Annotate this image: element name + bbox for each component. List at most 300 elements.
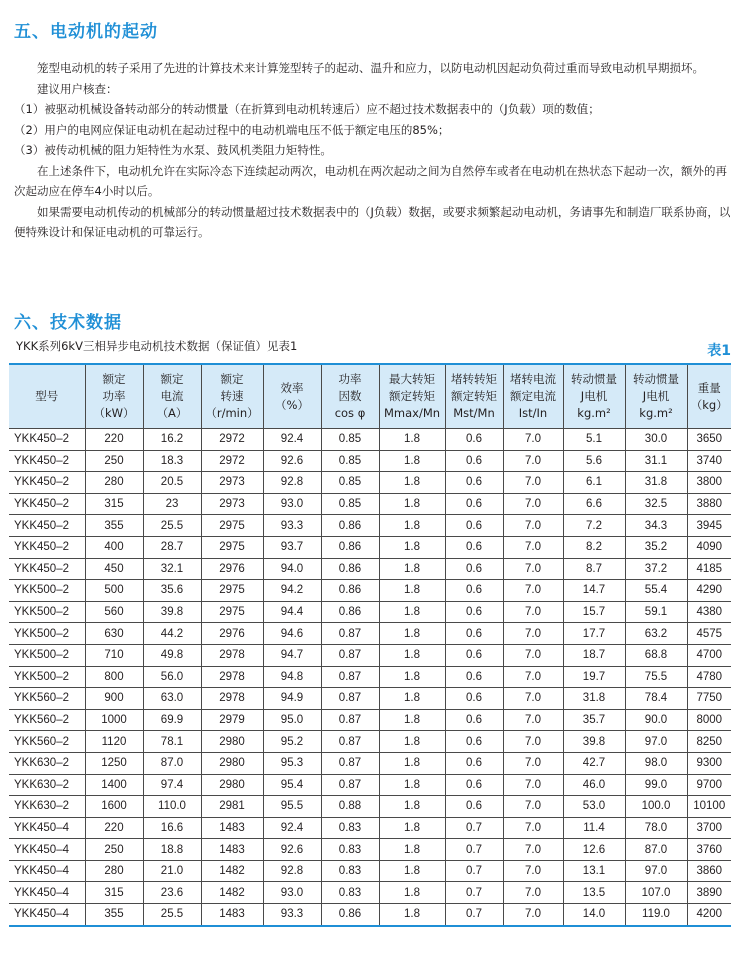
table-cell: 2975 — [201, 580, 263, 602]
table-row — [9, 752, 731, 774]
table-cell: 4380 — [687, 601, 731, 623]
table-cell: 37.2 — [625, 558, 687, 580]
model-cell: YKK450–2 — [9, 429, 85, 451]
table-cell: 94.2 — [263, 580, 321, 602]
table-caption: YKK系列6kV三相异步电动机技术数据（保证值）见表1 — [16, 339, 298, 353]
table-cell: 0.86 — [321, 580, 379, 602]
table-cell: 4575 — [687, 623, 731, 645]
table-cell: 0.6 — [445, 558, 503, 580]
motor-starting-text — [14, 58, 732, 243]
table-cell: 0.87 — [321, 623, 379, 645]
column-header-line: 转动惯量 — [633, 372, 679, 386]
table-cell: 0.85 — [321, 472, 379, 494]
table-cell: 4200 — [687, 904, 731, 926]
table-cell: 119.0 — [625, 904, 687, 926]
table-cell: 710 — [85, 644, 143, 666]
column-header — [687, 364, 731, 429]
model-cell: YKK560–2 — [9, 688, 85, 710]
table-cell: 97.0 — [625, 731, 687, 753]
table-cell: 0.7 — [445, 839, 503, 861]
table-cell: 95.2 — [263, 731, 321, 753]
table-cell: 0.86 — [321, 558, 379, 580]
table-cell: 7.0 — [503, 752, 563, 774]
table-cell: 75.5 — [625, 666, 687, 688]
table-cell: 3740 — [687, 450, 731, 472]
table-cell: 18.8 — [143, 839, 201, 861]
table-cell: 7.0 — [503, 817, 563, 839]
table-cell: 1.8 — [379, 429, 445, 451]
table-cell: 0.6 — [445, 472, 503, 494]
table-cell: 19.7 — [563, 666, 625, 688]
table-cell: 2973 — [201, 472, 263, 494]
table-cell: 900 — [85, 688, 143, 710]
table-row — [9, 731, 731, 753]
table-cell: 7.0 — [503, 731, 563, 753]
table-cell: 6.1 — [563, 472, 625, 494]
table-cell: 250 — [85, 839, 143, 861]
table-cell: 13.1 — [563, 860, 625, 882]
table-cell: 1.8 — [379, 644, 445, 666]
table-cell: 5.1 — [563, 429, 625, 451]
table-cell: 107.0 — [625, 882, 687, 904]
column-header-line: kg.m² — [639, 406, 673, 420]
table-cell: 7.0 — [503, 472, 563, 494]
table-cell: 92.6 — [263, 839, 321, 861]
column-header-line: 重量 — [697, 380, 721, 395]
table-cell: 1.8 — [379, 882, 445, 904]
table-cell: 1.8 — [379, 623, 445, 645]
table-cell: 7.0 — [503, 709, 563, 731]
table-cell: 0.6 — [445, 601, 503, 623]
model-cell: YKK450–2 — [9, 536, 85, 558]
table-cell: 4090 — [687, 536, 731, 558]
table-row — [9, 536, 731, 558]
column-header-line: cos φ — [334, 406, 366, 420]
column-header-line: （kW） — [93, 406, 135, 420]
table-cell: 0.87 — [321, 666, 379, 688]
table-cell: 12.6 — [563, 839, 625, 861]
table-cell: 2973 — [201, 493, 263, 515]
table-cell: 1.8 — [379, 688, 445, 710]
table-cell: 1.8 — [379, 558, 445, 580]
section-title-motor-starting: 五、电动机的起动 — [14, 22, 158, 42]
column-header-line: J电机 — [580, 389, 608, 403]
table-cell: 630 — [85, 623, 143, 645]
table-cell: 1.8 — [379, 774, 445, 796]
column-header-line: （kg） — [690, 397, 728, 412]
column-header-line: 额定 — [160, 372, 184, 386]
column-header — [379, 364, 445, 429]
table-cell: 92.8 — [263, 860, 321, 882]
table-cell: 4700 — [687, 644, 731, 666]
table-cell: 0.6 — [445, 623, 503, 645]
table-cell: 2979 — [201, 709, 263, 731]
column-header-line: 额定 — [102, 372, 126, 386]
table-cell: 7.0 — [503, 515, 563, 537]
table-cell: 0.6 — [445, 731, 503, 753]
model-cell: YKK450–4 — [9, 882, 85, 904]
table-cell: 7.0 — [503, 904, 563, 926]
table-row — [9, 515, 731, 537]
column-header — [503, 364, 563, 429]
table-cell: 3880 — [687, 493, 731, 515]
table-cell: 4185 — [687, 558, 731, 580]
table-cell: 0.87 — [321, 731, 379, 753]
paragraph: （1）被驱动机械设备转动部分的转动惯量（在折算到电动机转速后）应不超过技术数据表中的（J负载）项的数值； — [14, 102, 600, 116]
table-cell: 1.8 — [379, 796, 445, 818]
table-cell: 220 — [85, 429, 143, 451]
table-cell: 250 — [85, 450, 143, 472]
column-header-line: 额定转矩 — [451, 389, 497, 403]
table-row — [9, 644, 731, 666]
table-cell: 1.8 — [379, 817, 445, 839]
table-cell: 97.4 — [143, 774, 201, 796]
table-cell: 3650 — [687, 429, 731, 451]
table-cell: 0.83 — [321, 860, 379, 882]
table-cell: 2980 — [201, 752, 263, 774]
table-cell: 2980 — [201, 731, 263, 753]
table-cell: 0.7 — [445, 904, 503, 926]
table-cell: 0.88 — [321, 796, 379, 818]
model-cell: YKK450–2 — [9, 493, 85, 515]
table-cell: 87.0 — [625, 839, 687, 861]
table-cell: 0.86 — [321, 601, 379, 623]
table-cell: 16.6 — [143, 817, 201, 839]
model-cell: YKK500–2 — [9, 644, 85, 666]
model-cell: YKK500–2 — [9, 580, 85, 602]
table-cell: 7750 — [687, 688, 731, 710]
table-cell: 0.6 — [445, 774, 503, 796]
table-row — [9, 493, 731, 515]
table-header-row — [9, 364, 731, 429]
table-cell: 18.3 — [143, 450, 201, 472]
table-cell: 800 — [85, 666, 143, 688]
table-cell: 7.0 — [503, 644, 563, 666]
table-cell: 2976 — [201, 623, 263, 645]
table-row — [9, 580, 731, 602]
table-row — [9, 839, 731, 861]
table-cell: 63.2 — [625, 623, 687, 645]
table-cell: 0.86 — [321, 515, 379, 537]
table-cell: 1.8 — [379, 860, 445, 882]
model-cell: YKK630–2 — [9, 752, 85, 774]
table-cell: 14.0 — [563, 904, 625, 926]
table-cell: 30.0 — [625, 429, 687, 451]
table-cell: 3760 — [687, 839, 731, 861]
table-cell: 69.9 — [143, 709, 201, 731]
table-cell: 0.7 — [445, 860, 503, 882]
column-header-line: Ist/In — [518, 406, 548, 420]
column-header — [263, 364, 321, 429]
table-cell: 94.6 — [263, 623, 321, 645]
table-cell: 2978 — [201, 688, 263, 710]
table-cell: 31.8 — [625, 472, 687, 494]
table-cell: 7.0 — [503, 774, 563, 796]
table-cell: 500 — [85, 580, 143, 602]
model-cell: YKK630–2 — [9, 774, 85, 796]
table-cell: 2981 — [201, 796, 263, 818]
table-cell: 16.2 — [143, 429, 201, 451]
column-header — [9, 364, 85, 429]
table-cell: 63.0 — [143, 688, 201, 710]
table-cell: 1600 — [85, 796, 143, 818]
paragraph: 在上述条件下，电动机允许在实际冷态下连续起动两次，电动机在两次起动之间为自然停车或者在电动机在热状态下起动一次，额外的再次起动应在停车4小时以后。 — [14, 163, 727, 198]
table-cell: 1120 — [85, 731, 143, 753]
table-row — [9, 882, 731, 904]
column-header — [321, 364, 379, 429]
model-cell: YKK560–2 — [9, 709, 85, 731]
column-header-line: Mmax/Mn — [383, 406, 441, 420]
column-header-line: （%） — [275, 397, 309, 412]
table-cell: 1482 — [201, 882, 263, 904]
table-cell: 7.0 — [503, 601, 563, 623]
table-cell: 1483 — [201, 839, 263, 861]
table-cell: 92.4 — [263, 429, 321, 451]
column-header-line: 型号 — [35, 389, 59, 403]
table-cell: 32.1 — [143, 558, 201, 580]
table-cell: 0.6 — [445, 429, 503, 451]
table-row — [9, 796, 731, 818]
table-cell: 1.8 — [379, 709, 445, 731]
table-cell: 2978 — [201, 666, 263, 688]
table-cell: 1.8 — [379, 450, 445, 472]
table-cell: 39.8 — [563, 731, 625, 753]
table-cell: 14.7 — [563, 580, 625, 602]
table-cell: 1.8 — [379, 536, 445, 558]
table-cell: 11.4 — [563, 817, 625, 839]
column-header — [201, 364, 263, 429]
table-cell: 7.0 — [503, 666, 563, 688]
table-cell: 1.8 — [379, 493, 445, 515]
table-cell: 93.0 — [263, 882, 321, 904]
model-cell: YKK500–2 — [9, 666, 85, 688]
paragraph: 笼型电动机的转子采用了先进的计算技术来计算笼型转子的起动、温升和应力，以防电动机因起动负荷过重而导致电动机早期损坏。 — [37, 61, 704, 75]
table-cell: 1483 — [201, 904, 263, 926]
table-cell: 6.6 — [563, 493, 625, 515]
column-header-line: 额定 — [220, 372, 244, 386]
table-cell: 0.7 — [445, 817, 503, 839]
table-cell: 35.7 — [563, 709, 625, 731]
table-cell: 0.86 — [321, 904, 379, 926]
table-row — [9, 817, 731, 839]
table-row — [9, 666, 731, 688]
table-cell: 25.5 — [143, 515, 201, 537]
table-cell: 94.7 — [263, 644, 321, 666]
table-cell: 93.0 — [263, 493, 321, 515]
table-cell: 3890 — [687, 882, 731, 904]
table-cell: 35.6 — [143, 580, 201, 602]
table-cell: 15.7 — [563, 601, 625, 623]
table-cell: 0.6 — [445, 536, 503, 558]
table-cell: 0.6 — [445, 666, 503, 688]
paragraph: （2）用户的电网应保证电动机在起动过程中的电动机端电压不低于额定电压的85%； — [14, 122, 450, 137]
paragraph: 如果需要电动机传动的机械部分的转动惯量超过技术数据表中的（J负载）数据，或要求频繁起动电动机，务请事先和制造厂联系协商，以便特殊设计和保证电动机的可靠运行。 — [14, 204, 731, 239]
table-cell: 92.8 — [263, 472, 321, 494]
table-row — [9, 688, 731, 710]
column-header-line: 转动惯量 — [571, 372, 617, 386]
table-cell: 93.7 — [263, 536, 321, 558]
table-cell: 4290 — [687, 580, 731, 602]
table-cell: 0.6 — [445, 580, 503, 602]
table-cell: 0.87 — [321, 774, 379, 796]
table-cell: 1.8 — [379, 904, 445, 926]
table-cell: 32.5 — [625, 493, 687, 515]
table-cell: 1.8 — [379, 839, 445, 861]
table-row — [9, 450, 731, 472]
table-cell: 2978 — [201, 644, 263, 666]
table-cell: 13.5 — [563, 882, 625, 904]
table-cell: 280 — [85, 860, 143, 882]
column-header-line: 转速 — [220, 389, 244, 403]
table-cell: 280 — [85, 472, 143, 494]
table-cell: 1.8 — [379, 472, 445, 494]
table-cell: 7.0 — [503, 688, 563, 710]
table-cell: 0.6 — [445, 709, 503, 731]
table-cell: 8250 — [687, 731, 731, 753]
table-cell: 4780 — [687, 666, 731, 688]
table-cell: 8.7 — [563, 558, 625, 580]
table-cell: 87.0 — [143, 752, 201, 774]
table-cell: 1.8 — [379, 731, 445, 753]
table-cell: 7.0 — [503, 796, 563, 818]
table-cell: 110.0 — [143, 796, 201, 818]
table-cell: 55.4 — [625, 580, 687, 602]
table-cell: 3860 — [687, 860, 731, 882]
table-cell: 0.85 — [321, 493, 379, 515]
column-header-line: 因数 — [338, 389, 362, 403]
column-header-line: kg.m² — [577, 406, 611, 420]
table-cell: 92.6 — [263, 450, 321, 472]
table-cell: 1250 — [85, 752, 143, 774]
table-cell: 7.0 — [503, 429, 563, 451]
column-header-line: J电机 — [642, 389, 670, 403]
table-cell: 0.6 — [445, 796, 503, 818]
column-header-line: 堵转转矩 — [451, 372, 497, 386]
table-cell: 2975 — [201, 515, 263, 537]
column-header-line: （r/min） — [205, 406, 259, 420]
table-cell: 31.8 — [563, 688, 625, 710]
column-header-line: 最大转矩 — [389, 372, 435, 386]
table-cell: 0.87 — [321, 644, 379, 666]
table-cell: 34.3 — [625, 515, 687, 537]
table-row — [9, 429, 731, 451]
table-row — [9, 860, 731, 882]
table-cell: 28.7 — [143, 536, 201, 558]
model-cell: YKK630–2 — [9, 796, 85, 818]
table-cell: 97.0 — [625, 860, 687, 882]
table-cell: 56.0 — [143, 666, 201, 688]
table-cell: 99.0 — [625, 774, 687, 796]
table-cell: 100.0 — [625, 796, 687, 818]
table-cell: 59.1 — [625, 601, 687, 623]
model-cell: YKK450–4 — [9, 839, 85, 861]
table-cell: 3700 — [687, 817, 731, 839]
column-header — [563, 364, 625, 429]
table-cell: 0.83 — [321, 839, 379, 861]
table-cell: 78.4 — [625, 688, 687, 710]
table-row — [9, 472, 731, 494]
table-row — [9, 709, 731, 731]
table-cell: 42.7 — [563, 752, 625, 774]
table-cell: 95.4 — [263, 774, 321, 796]
table-cell: 95.0 — [263, 709, 321, 731]
table-cell: 7.0 — [503, 623, 563, 645]
table-cell: 7.0 — [503, 558, 563, 580]
table-cell: 2972 — [201, 429, 263, 451]
table-cell: 0.86 — [321, 536, 379, 558]
table-row — [9, 601, 731, 623]
table-cell: 315 — [85, 882, 143, 904]
table-cell: 53.0 — [563, 796, 625, 818]
table-cell: 18.7 — [563, 644, 625, 666]
table-cell: 23 — [143, 493, 201, 515]
table-cell: 23.6 — [143, 882, 201, 904]
table-cell: 1.8 — [379, 666, 445, 688]
table-cell: 355 — [85, 515, 143, 537]
table-cell: 220 — [85, 817, 143, 839]
table-cell: 7.0 — [503, 860, 563, 882]
column-header-line: 额定电流 — [510, 389, 556, 403]
table-cell: 0.6 — [445, 515, 503, 537]
paragraph: （3）被传动机械的阻力矩特性为水泵、鼓风机类阻力矩特性。 — [14, 143, 332, 157]
table-cell: 7.0 — [503, 536, 563, 558]
column-header-line: 功率 — [102, 389, 126, 403]
table-cell: 94.0 — [263, 558, 321, 580]
table-cell: 90.0 — [625, 709, 687, 731]
model-cell: YKK500–2 — [9, 601, 85, 623]
table-cell: 21.0 — [143, 860, 201, 882]
table-cell: 8.2 — [563, 536, 625, 558]
column-header-line: 功率 — [338, 372, 362, 386]
table-cell: 0.6 — [445, 688, 503, 710]
table-cell: 1.8 — [379, 580, 445, 602]
table-cell: 2976 — [201, 558, 263, 580]
table-cell: 7.0 — [503, 450, 563, 472]
table-cell: 94.8 — [263, 666, 321, 688]
table-cell: 0.83 — [321, 817, 379, 839]
table-cell: 0.6 — [445, 752, 503, 774]
table-cell: 94.4 — [263, 601, 321, 623]
table-row — [9, 558, 731, 580]
column-header-line: 额定转矩 — [389, 389, 435, 403]
table-cell: 7.0 — [503, 839, 563, 861]
table-cell: 17.7 — [563, 623, 625, 645]
column-header — [85, 364, 143, 429]
table-cell: 44.2 — [143, 623, 201, 645]
table-cell: 9300 — [687, 752, 731, 774]
column-header-line: 效率 — [280, 380, 304, 395]
model-cell: YKK450–4 — [9, 860, 85, 882]
table-cell: 315 — [85, 493, 143, 515]
table-cell: 0.87 — [321, 752, 379, 774]
table-cell: 10100 — [687, 796, 731, 818]
table-cell: 7.2 — [563, 515, 625, 537]
table-cell: 0.85 — [321, 450, 379, 472]
table-cell: 7.0 — [503, 580, 563, 602]
table-cell: 2980 — [201, 774, 263, 796]
model-cell: YKK450–2 — [9, 558, 85, 580]
table-cell: 39.8 — [143, 601, 201, 623]
paragraph: 建议用户核查： — [37, 81, 118, 96]
table-cell: 7.0 — [503, 882, 563, 904]
technical-data-table — [9, 363, 731, 927]
table-cell: 68.8 — [625, 644, 687, 666]
table-cell: 400 — [85, 536, 143, 558]
column-header — [625, 364, 687, 429]
table-cell: 98.0 — [625, 752, 687, 774]
table-cell: 2972 — [201, 450, 263, 472]
column-header-line: 堵转电流 — [510, 372, 556, 386]
